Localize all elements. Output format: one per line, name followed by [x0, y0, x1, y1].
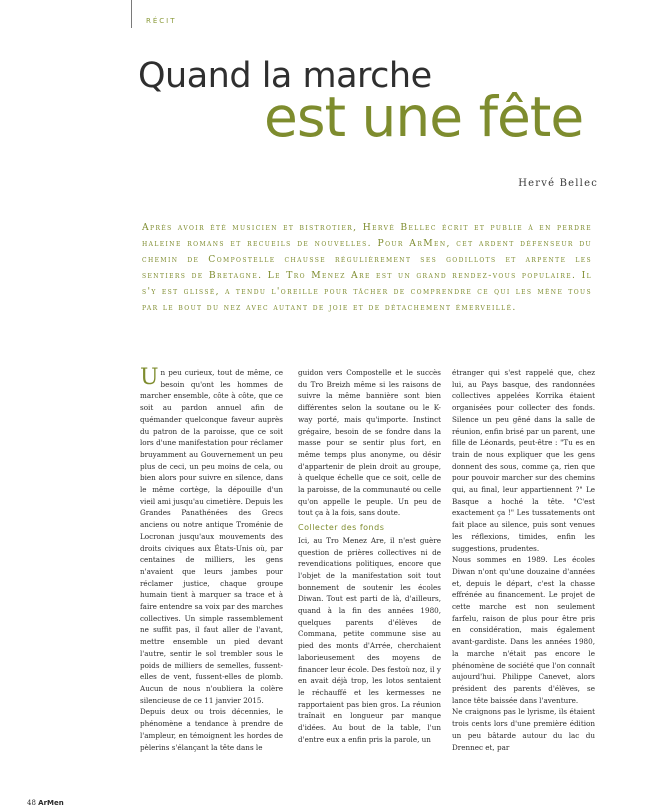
page-footer — [27, 799, 64, 807]
paragraph: Ne craignons pas le lyrisme, ils étaient trois cents lors d'une première édition un peu bâtarde autour du lac du Drennec et, par — [452, 707, 595, 752]
paragraph: guidon vers Compostelle et le succès du Tro Breizh même si les raisons de suivre la même bannière sont bien différentes selon la soutane ou le K-way porté, mais qu'importe. Instinct grégaire, besoin de se fondre dans la masse pour se sentir plus fort, en même temps plus anonyme, ou désir d'appartenir de plein droit au groupe, à quelque échelle que ce soit, celle de la paroisse, de la communauté ou celle qu'on appelle le peuple. Un peu de tout ça à la fois, sans doute. — [298, 368, 441, 518]
paragraph-text: n peu curieux, tout de même, ce besoin qu'ont les hommes de marcher ensemble, côte à côte, que ce soit au pardon annuel afin de quémander quelconque faveur auprès du patron de la paroisse, que ce soit lors d'une manifestation pour réclamer bruyamment au Gouvernement un peu plus de ceci, un peu moins de cela, ou bien alors pour suivre en silence, dans le même cortège, la dépouille d'un vieil ami jusqu'au cimetière. Depuis les Grandes Panathénées des Grecs anciens ou notre antique Troménie de Locronan jusqu'aux mouvements des droits civiques aux États-Unis où, par centaines de milliers, les gens n'avaient que leurs jambes pour réclamer justice, chaque groupe humain tient à marquer sa trace et à faire entendre sa voix par des marches collectives. Un simple rassemblement ne suffit pas, il faut aller de l'avant, mettre ensemble un pied devant l'autre, sentir le sol trembler sous le poids de milliers de semelles, fussent-elles de vent, fussent-elles de plomb. Aucun de nous n'oubliera la colère silencieuse de ce 11 janvier 2015. — [140, 368, 283, 705]
section-label: RÉCIT — [146, 17, 177, 25]
subheading: Collecter des fonds — [298, 523, 385, 533]
page-number: 48 — [27, 799, 36, 807]
header-rule — [131, 0, 132, 28]
byline: Hervé Bellec — [518, 178, 598, 189]
column-3 — [452, 367, 595, 753]
paragraph: Ici, au Tro Menez Are, il n'est guère question de prières collectives ni de revendications politiques, encore que l'objet de la manifestation soit tout bonnement de soutenir les écoles Diwan. Tout est parti de là, d'ailleurs, quand à la fin des années 1980, quelques parents d'élèves de Commana, petite commune sise au pied des monts d'Arrée, cherchaient laborieusement des moyens de financer leur école. Des festoù noz, il y en avait déjà trop, les lotos sentaient le réchauffé et les kermesses ne rapportaient pas bien gros. La réunion traînait en longueur par manque d'idées. Au bout de la table, l'un d'entre eux a enfin pris la parole, un — [298, 535, 441, 744]
column-1 — [140, 367, 283, 753]
intro-paragraph: Après avoir été musicien et bistrotier, Hervé Bellec écrit et publie à en perdre haleine romans et recueils de nouvelles. Pour ArMen, cet ardent défenseur du chemin de Compostelle chausse régulièrement ses godillots et arpente les sentiers de Bretagne. Le Tro Menez Are est un grand rendez-vous populaire. Il s'y est glissé, a tendu l'oreille pour tâcher de comprendre ce qui les mène tous par le bout du nez avec autant de joie et de détachement émerveillé. — [142, 222, 592, 313]
title-line-2: est une fête — [264, 85, 584, 149]
paragraph — [140, 367, 283, 706]
column-2 — [298, 367, 441, 746]
paragraph: Depuis deux ou trois décennies, le phénomène a tendance à prendre de l'ampleur, en témoignent les hordes de pèlerins s'élançant la tête dans le — [140, 707, 283, 752]
drop-cap: U — [140, 365, 159, 390]
paragraph: Nous sommes en 1989. Les écoles Diwan n'ont qu'une douzaine d'années et, depuis le départ, c'est la chasse effrénée au financement. Le projet de cette marche est non seulement farfelu, raison de plus pour être pris en considération, mais également avant-gardiste. Dans les années 1980, la marche n'était pas encore le phénomène de société que l'on connaît aujourd'hui. Philippe Canevet, alors président des parents d'élèves, se lance tête baissée dans l'aventure. — [452, 555, 595, 705]
magazine-name: ArMen — [38, 799, 64, 807]
title-line-1: Quand la marche — [138, 56, 432, 96]
paragraph: étranger qui s'est rappelé que, chez lui, au Pays basque, des randonnées collectives appelées Korrika étaient organisées pour collecter des fonds. Silence un peu gêné dans la salle de réunion, enfin brisé par un parent, une fille de Léonards, peut-être : "Tu es en train de nous expliquer que les gens donnent des sous, comme ça, rien que pour pouvoir marcher sur des chemins qui, au final, leur appartiennent ?" Le Basque a hoché la tête. "C'est exactement ça !" Les tussatements ont fait place au silence, puis sont venues les réflexions, timides, enfin les suggestions, prudentes. — [452, 368, 595, 553]
